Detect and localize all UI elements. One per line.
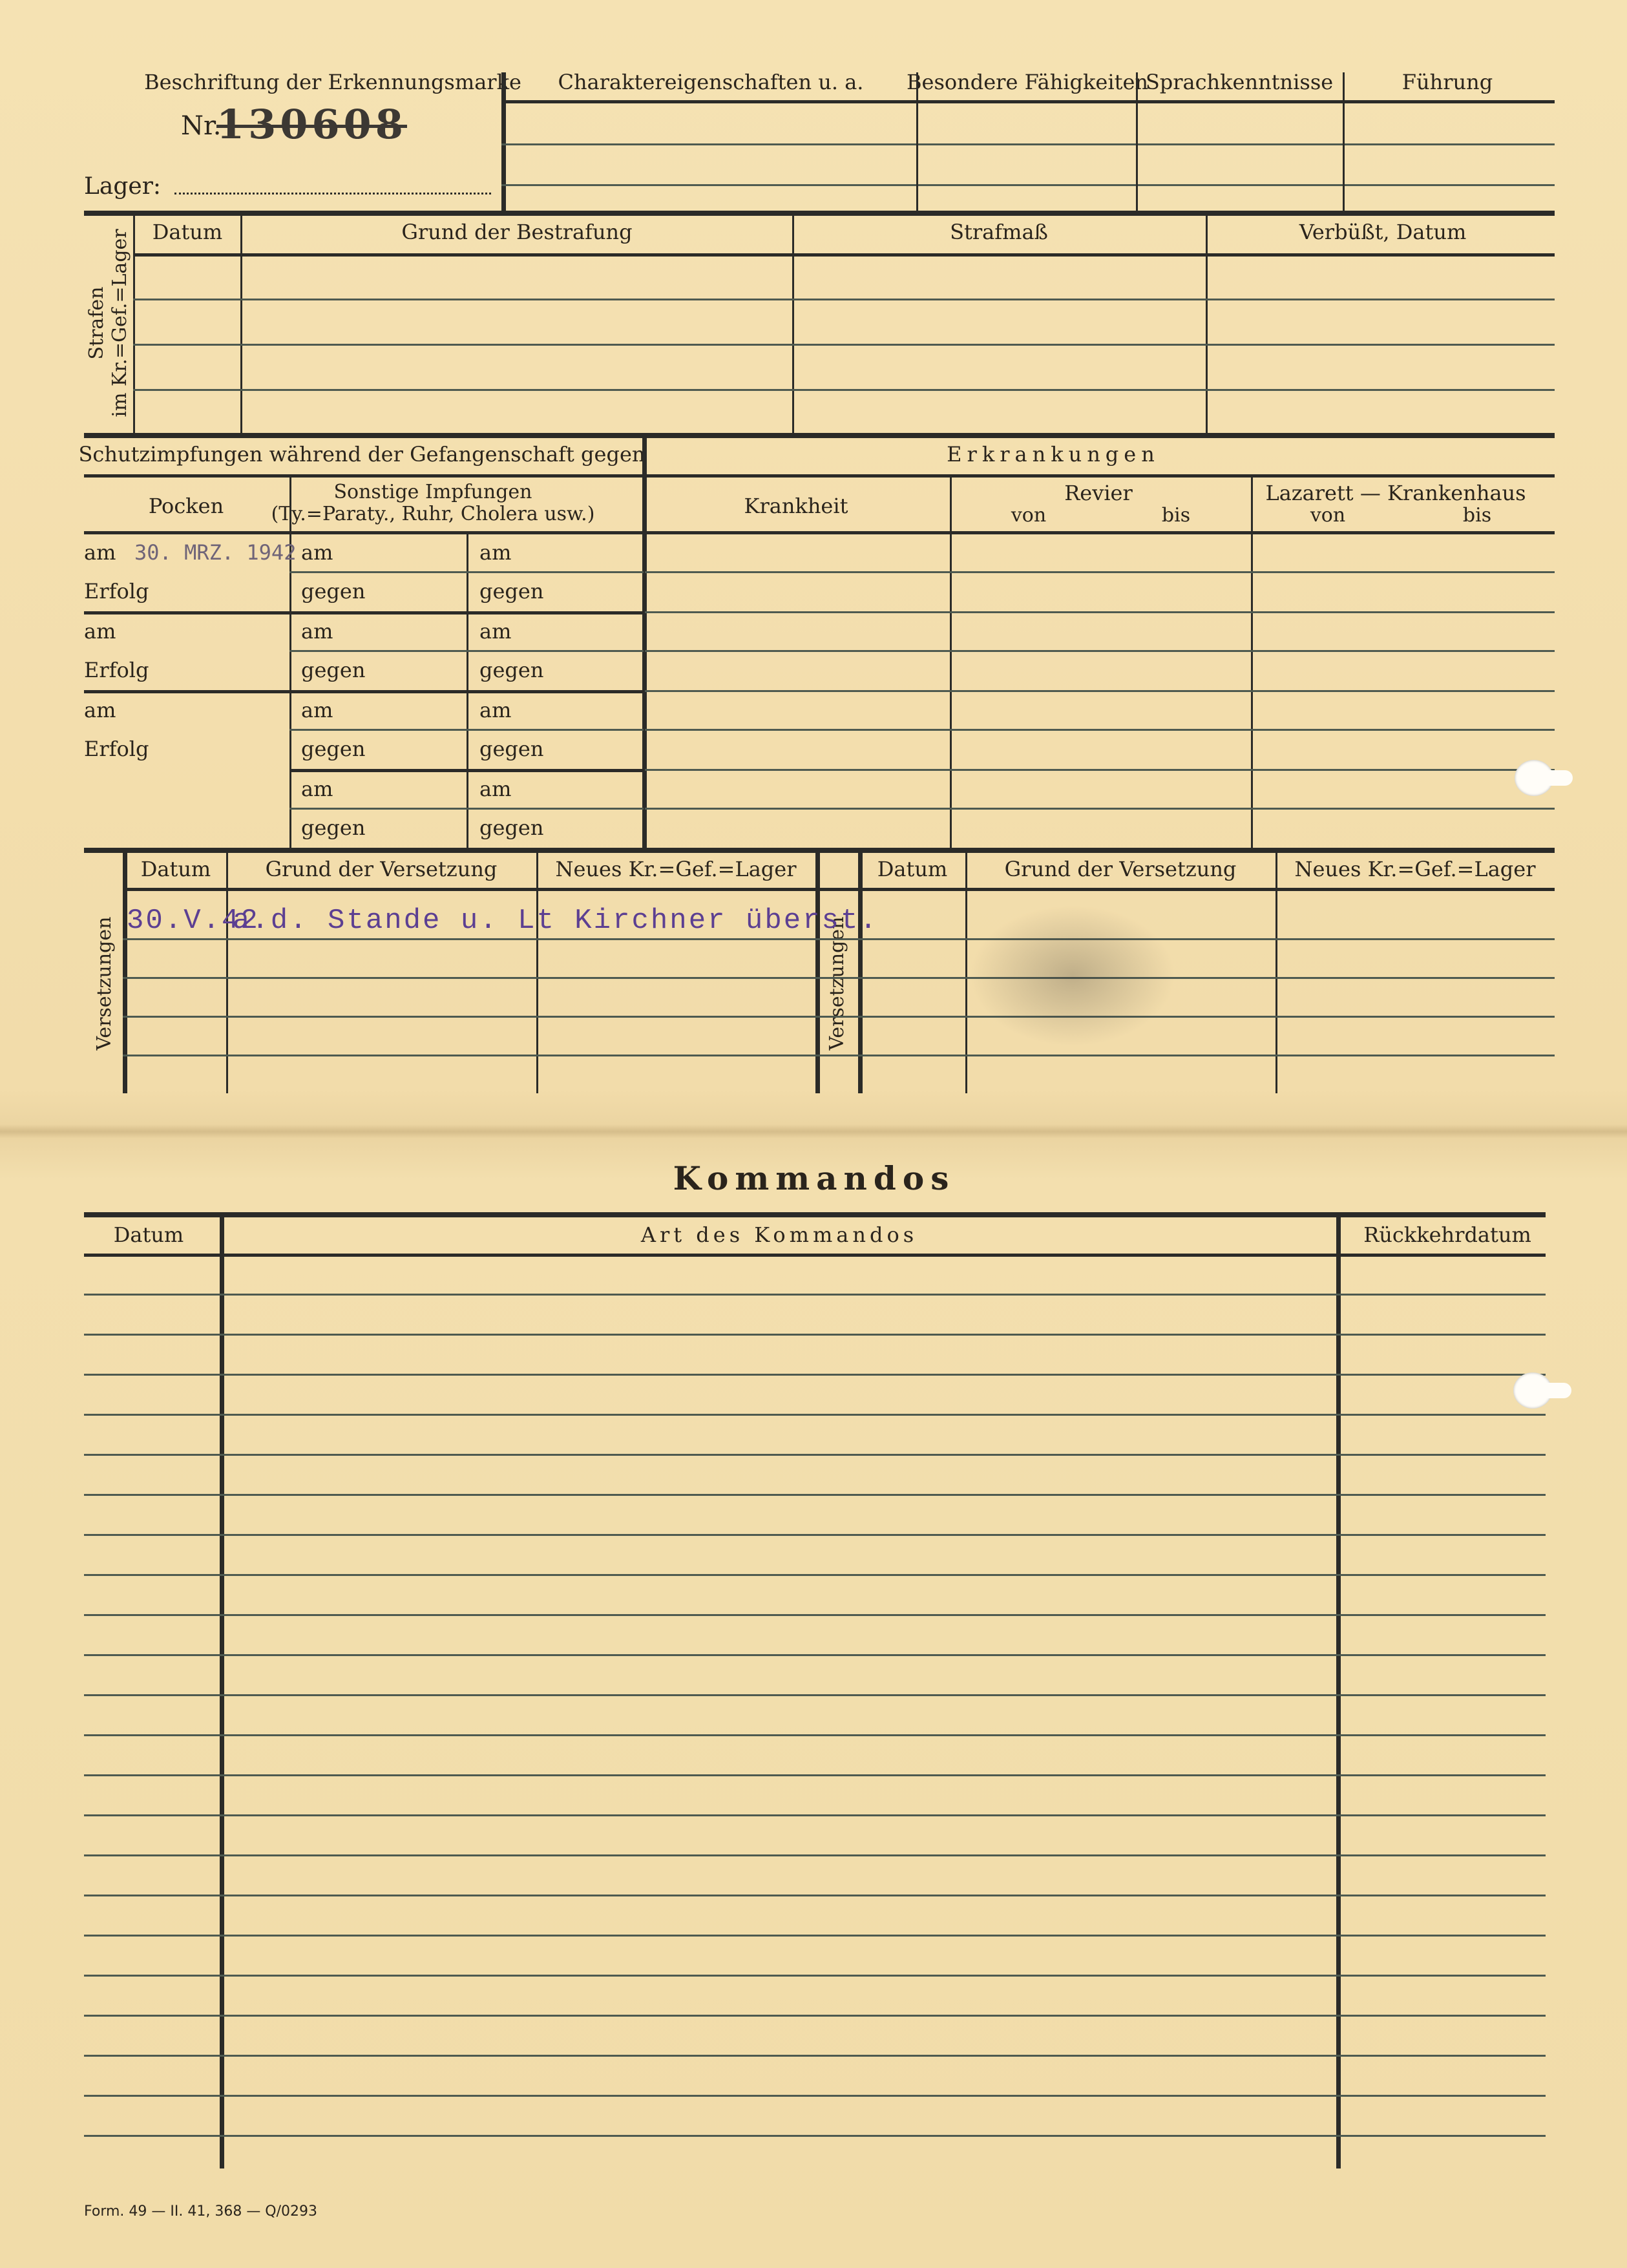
rule	[123, 888, 1555, 891]
divider	[1275, 850, 1277, 1093]
fold-crease	[0, 1124, 1627, 1139]
sonstige-am: am	[479, 619, 512, 644]
kommando-rule-line	[84, 1494, 1546, 1496]
divider	[133, 213, 135, 434]
kommando-rule-line	[84, 1614, 1546, 1616]
pocken-date-stamp: 30. MRZ. 1942	[134, 540, 297, 565]
kommando-rule-line	[84, 1734, 1546, 1736]
divider	[815, 850, 820, 1093]
sonstige-am: am	[479, 540, 512, 565]
sonstige-gegen: gegen	[301, 658, 366, 682]
sonstige-gegen: gegen	[479, 579, 544, 604]
divider	[1336, 1215, 1341, 2168]
divider	[1343, 72, 1345, 212]
marke-label: Beschriftung der Erkennungsmarke	[144, 70, 521, 94]
divider	[240, 213, 242, 434]
versetzung-lager-header: Neues Kr.=Gef.=Lager	[555, 857, 797, 881]
pocken-erfolg-1: Erfolg	[84, 579, 149, 604]
kommandos-datum-header: Datum	[113, 1223, 184, 1247]
lazarett-bis: bis	[1462, 504, 1492, 527]
kommandos-title: Kommandos	[673, 1159, 956, 1197]
rule	[289, 769, 644, 772]
kommando-rule-line	[84, 1895, 1546, 1896]
kommando-rule-line	[84, 1414, 1546, 1416]
sonstige-am: am	[301, 698, 333, 722]
divider	[792, 213, 794, 434]
rule	[133, 344, 1555, 346]
marke-number: 130608	[216, 101, 407, 148]
divider	[950, 477, 952, 849]
versetzung-grund-header: Grund der Versetzung	[265, 857, 498, 881]
kommando-rule-line	[84, 1534, 1546, 1536]
revier-von: von	[1011, 504, 1047, 527]
lazarett-header: Lazarett — Krankenhaus	[1265, 481, 1526, 505]
versetzung-datum-header: Datum	[140, 857, 211, 881]
strafen-verbuesst-header: Verbüßt, Datum	[1299, 220, 1467, 244]
charakter-header: Charaktereigenschaften u. a.	[558, 70, 864, 94]
strafen-datum-header: Datum	[152, 220, 223, 244]
kommando-rule-line	[84, 1294, 1546, 1296]
sonstige-gegen: gegen	[479, 815, 544, 840]
sonstige-gegen: gegen	[301, 815, 366, 840]
erkrankungen-title: Erkrankungen	[947, 442, 1160, 467]
versetzungen-side-label-right: Versetzungen	[826, 916, 848, 1051]
rule	[123, 977, 1555, 979]
rule	[501, 184, 1555, 186]
faehigkeiten-header: Besondere Fähigkeiten	[907, 70, 1148, 94]
rule	[133, 299, 1555, 300]
pocken-am-3: am	[84, 698, 116, 722]
form-footer: Form. 49 — II. 41, 368 — Q/0293	[84, 2203, 318, 2220]
impfungen-title: Schutzimpfungen während der Gefangenschaft gegen	[78, 442, 646, 467]
rule	[501, 143, 1555, 145]
rule	[289, 650, 644, 652]
rule	[84, 474, 1555, 478]
sprachen-header: Sprachkenntnisse	[1145, 70, 1334, 94]
divider	[916, 72, 918, 212]
rule	[645, 729, 1555, 731]
rule	[645, 611, 1555, 613]
rule	[84, 690, 644, 693]
sonstige-am: am	[301, 777, 333, 801]
kommando-rule-line	[84, 1935, 1546, 1937]
lager-dotted-line	[174, 193, 491, 194]
rule	[289, 729, 644, 731]
rule	[84, 531, 1555, 534]
divider	[123, 850, 127, 1093]
strafen-strafmass-header: Strafmaß	[950, 220, 1048, 244]
kommando-rule-line	[84, 1814, 1546, 1816]
sonstige-header-1: Sonstige Impfungen	[333, 481, 532, 503]
lazarett-von: von	[1310, 504, 1346, 527]
sonstige-gegen: gegen	[301, 579, 366, 604]
rule	[133, 389, 1555, 391]
krankheit-header: Krankheit	[744, 494, 848, 518]
kommando-rule-line	[84, 1454, 1546, 1456]
kommandos-rueckkehr-header: Rückkehrdatum	[1363, 1223, 1531, 1247]
divider	[1251, 477, 1253, 849]
kommando-rule-line	[84, 2135, 1546, 2137]
versetzung-datum-header-2: Datum	[877, 857, 948, 881]
kommandos-art-header: Art des Kommandos	[640, 1223, 918, 1247]
sonstige-gegen: gegen	[479, 658, 544, 682]
rule	[645, 808, 1555, 810]
pocken-erfolg-3: Erfolg	[84, 737, 149, 761]
versetzung-lager-header-2: Neues Kr.=Gef.=Lager	[1294, 857, 1536, 881]
versetzung-grund-header-2: Grund der Versetzung	[1004, 857, 1237, 881]
kommando-rule-line	[84, 1574, 1546, 1576]
lager-label: Lager:	[84, 173, 162, 200]
kommando-rule-line	[84, 2095, 1546, 2097]
rule	[645, 690, 1555, 692]
rule	[501, 100, 1555, 103]
rule	[84, 1212, 1546, 1217]
divider	[536, 850, 538, 1093]
pocken-header: Pocken	[148, 494, 224, 518]
kommando-rule-line	[84, 1374, 1546, 1376]
pocken-am-1: am	[84, 540, 116, 565]
kommando-rule-line	[84, 1334, 1546, 1336]
rule	[84, 211, 1555, 216]
rule	[645, 571, 1555, 573]
sonstige-header-2: (Ty.=Paraty., Ruhr, Cholera usw.)	[271, 503, 595, 525]
pocken-erfolg-2: Erfolg	[84, 658, 149, 682]
rule	[84, 433, 1555, 438]
rule	[645, 650, 1555, 652]
strafen-side-label: Strafen im Kr.=Gef.=Lager	[85, 229, 131, 417]
revier-bis: bis	[1161, 504, 1191, 527]
revier-header: Revier	[1064, 481, 1133, 505]
strafen-grund-header: Grund der Bestrafung	[401, 220, 633, 244]
rule	[84, 611, 644, 614]
versetzung-entry-text: a.d. Stande u. Lt Kirchner überst.	[233, 905, 879, 937]
kommando-rule-line	[84, 1694, 1546, 1696]
punch-hole	[1513, 1372, 1552, 1409]
divider	[220, 1215, 224, 2168]
rule	[84, 1254, 1546, 1257]
rule	[123, 1055, 1555, 1056]
punch-hole	[1515, 760, 1553, 796]
divider	[501, 72, 506, 212]
versetzungen-side-label-left: Versetzungen	[93, 916, 116, 1051]
rule	[289, 571, 644, 573]
divider	[858, 850, 863, 1093]
rule	[133, 253, 1555, 257]
ink-smudge	[969, 905, 1176, 1047]
divider	[289, 477, 291, 849]
divider	[226, 850, 228, 1093]
kommando-rule-line	[84, 1854, 1546, 1856]
rule	[123, 938, 1555, 940]
sonstige-gegen: gegen	[479, 737, 544, 761]
kommando-rule-line	[84, 2015, 1546, 2017]
versetzung-entry-date: 30.V.42	[127, 905, 260, 937]
divider	[1136, 72, 1138, 212]
divider	[1206, 213, 1208, 434]
sonstige-am: am	[301, 540, 333, 565]
rule	[289, 808, 644, 810]
sonstige-gegen: gegen	[301, 737, 366, 761]
pocken-am-2: am	[84, 619, 116, 644]
kommando-rule-line	[84, 1774, 1546, 1776]
marke-prefix: Nr.	[181, 111, 222, 141]
sonstige-am: am	[479, 777, 512, 801]
divider	[965, 850, 967, 1093]
kommando-rule-line	[84, 1975, 1546, 1977]
kommando-rule-line	[84, 2055, 1546, 2057]
sonstige-am: am	[479, 698, 512, 722]
divider	[642, 436, 647, 849]
sonstige-am: am	[301, 619, 333, 644]
kommando-rule-line	[84, 1654, 1546, 1656]
rule	[123, 1016, 1555, 1018]
fuehrung-header: Führung	[1401, 70, 1493, 94]
rule	[645, 769, 1555, 771]
